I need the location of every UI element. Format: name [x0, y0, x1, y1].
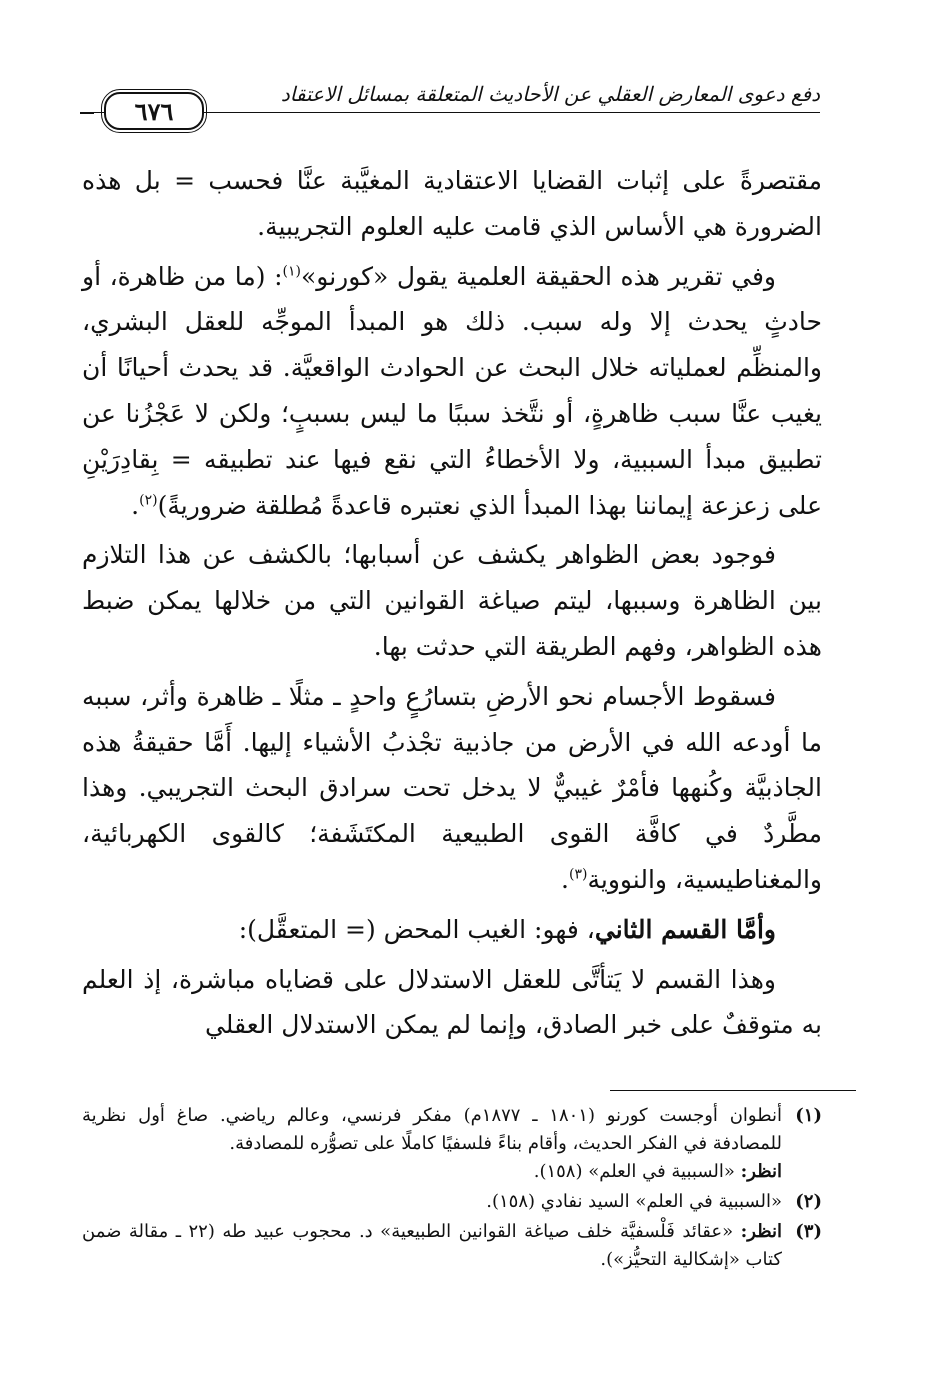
page-number: ٦٧٦ — [134, 96, 174, 126]
page-number-box — [104, 92, 204, 130]
footnote-separator — [610, 1090, 856, 1091]
footnote-1 — [82, 1102, 822, 1186]
paragraph-4 — [82, 674, 822, 903]
footnote-2 — [82, 1188, 822, 1216]
paragraph-3: فوجود بعض الظواهر يكشف عن أسبابها؛ بالكشف عن هذا التلازم بين الظاهرة وسببها، ليتم صياغة القوانين التي من خلالها يمكن ضبط هذه الظواهر، وفهم الطريقة التي حدثت بها. — [82, 540, 822, 661]
page-header — [80, 78, 820, 132]
footnote-ref-2[interactable]: (٢) — [139, 492, 158, 509]
footnotes — [82, 1102, 822, 1276]
paragraph-2-intro: وفي تقرير هذه الحقيقة العلمية يقول «كورنو» — [300, 261, 777, 291]
footnote-text: «عقائد فَلْسفيَّة خلف صياغة القوانين الطبيعية» د. محجوب عبيد طه (٢٢ ـ مقالة ضمن كتاب «إشكالية التحيُّز»). — [82, 1221, 782, 1270]
footnote-3 — [82, 1218, 822, 1274]
main-text — [82, 158, 822, 1052]
paragraph-2-quote: : (ما من ظاهرة، أو حادثٍ يحدث إلا وله سبب. ذلك هو المبدأ الموجِّه للعقل البشري، والمنظِّم لعملياته خلال البحث عن الحوادث الواقعيَّة. قد يحدث أحيانًا أن يغيب عنَّا سبب ظاهرةٍ، أو نتَّخذ سببًا ما ليس بسببٍ؛ ولكن لا عَجْزُنا عن تطبيق مبدأ السببية، ولا الأخطاءُ التي نقع فيها عند تطبيقه = بِقادِرَيْنِ على زعزعة إيماننا بهذا المبدأ الذي نعتبره قاعدةً مُطلقة ضروريةً) — [82, 261, 822, 520]
paragraph-1: مقتصرةً على إثبات القضايا الاعتقادية المغيَّبة عنَّا فحسب = بل هذه الضرورة هي الأساس الذي قامت عليه العلوم التجريبية. — [82, 166, 822, 241]
footnote-text: «السببية في العلم» السيد نفادي (١٥٨). — [486, 1191, 782, 1212]
footnote-number: (٣) — [795, 1221, 822, 1242]
paragraph-4-text: فسقوط الأجسام نحو الأرضِ بتسارُعٍ واحدٍ ـ مثلًا ـ ظاهرة وأثر، سببه ما أودعه الله في الأرض من جاذبية تجْذبُ الأشياء إليها. أَمَّا حقيقةُ هذه الجاذبيَّة وكُنهها فأمْرٌ غيبيٌّ لا يدخل تحت سرادق البحث التجريبي. وهذا مطَّردٌ في كافَّة القوى الطبيعية المكتَشَفة؛ كالقوى الكهربائية، والمغناطيسية، والنووية — [82, 681, 822, 894]
footnote-ref-1[interactable]: (١) — [282, 263, 301, 280]
paragraph-4-end: . — [561, 864, 569, 894]
footnote-text: أنطوان أوجست كورنو (١٨٠١ ـ ١٨٧٧م) مفكر فرنسي، وعالم رياضي. صاغ أول نظرية للمصادفة في الفكر الحديث، وأقام بناءً فلسفيًا كاملًا على تصوُّره للمصادفة. — [82, 1105, 782, 1154]
footnote-label: انظر: — [740, 1221, 782, 1242]
footnote-number: (١) — [795, 1105, 822, 1126]
footnote-body — [82, 1218, 782, 1274]
paragraph-2-end: . — [131, 490, 140, 520]
header-left-rule — [80, 112, 94, 114]
paragraph-2 — [82, 254, 822, 529]
footnote-body — [82, 1188, 782, 1216]
paragraph-5-rest: ، فهو: الغيب المحض (= المتعقَّل): — [238, 914, 595, 944]
running-title: دفع دعوى المعارض العقلي عن الأحاديث المتعلقة بمسائل الاعتقاد — [280, 82, 820, 106]
footnote-number: (٢) — [795, 1191, 822, 1212]
section-heading: وأمَّا القسم الثاني — [594, 914, 776, 944]
footnote-label: انظر: — [740, 1161, 782, 1182]
footnote-source: «السببية في العلم» (١٥٨). — [533, 1161, 735, 1182]
paragraph-5 — [82, 907, 822, 953]
footnote-body — [82, 1102, 782, 1186]
paragraph-6: وهذا القسم لا يَتأتَّى للعقل الاستدلال على قضاياه مباشرة، إذ العلم به متوقفٌ على خبر الصادق، وإنما لم يمكن الاستدلال العقلي — [82, 964, 822, 1040]
footnote-ref-3[interactable]: (٣) — [568, 866, 588, 883]
